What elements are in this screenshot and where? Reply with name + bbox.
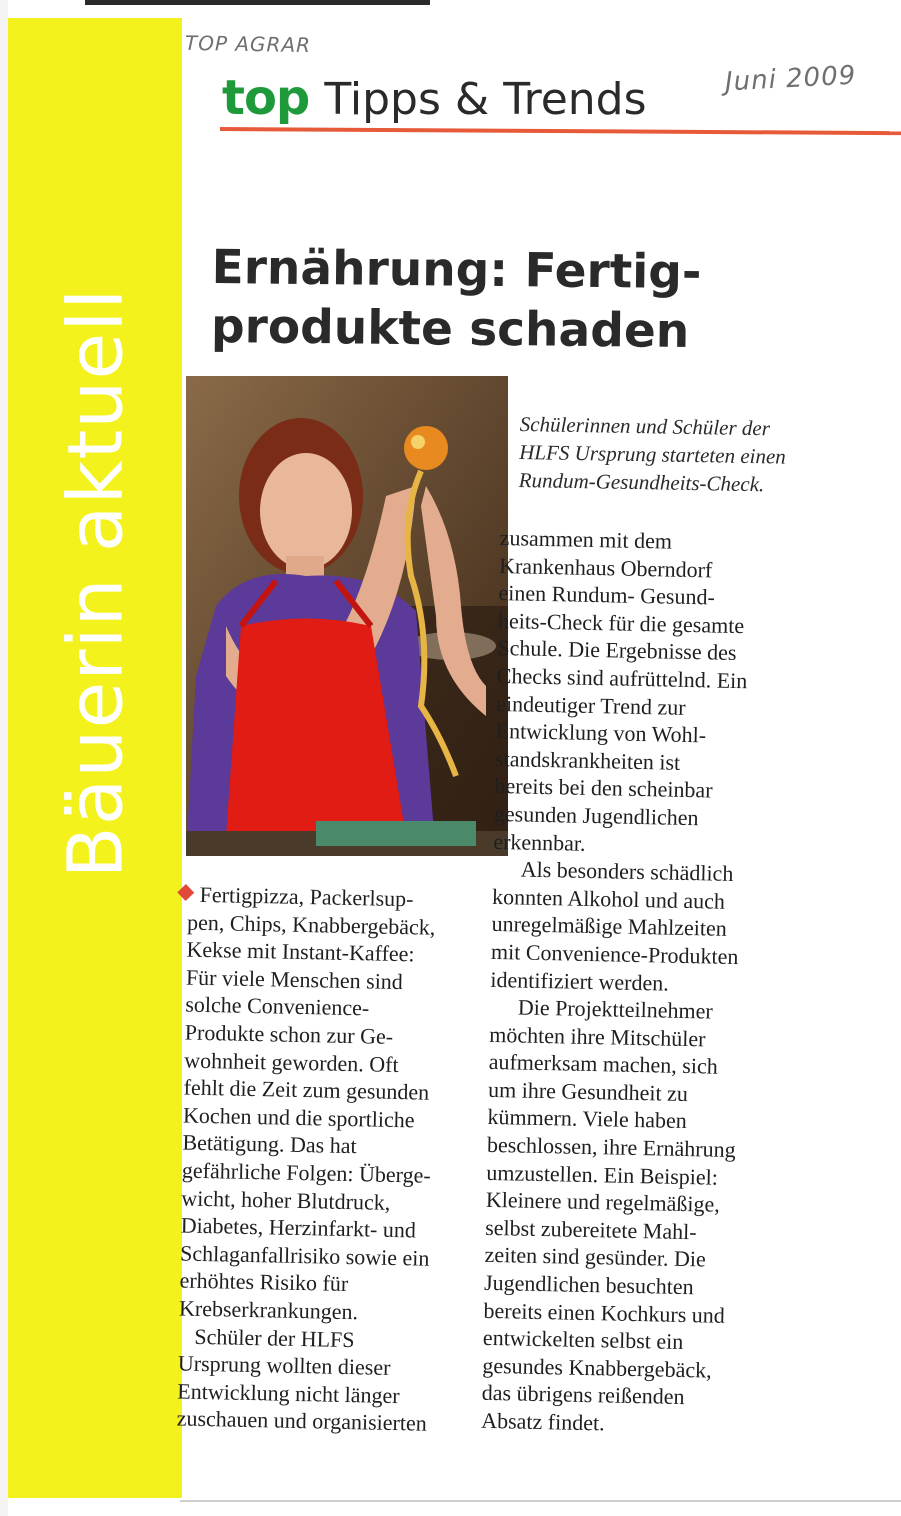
text-line: solche Convenience- xyxy=(185,991,370,1021)
text-line: Produkte schon zur Ge- xyxy=(184,1019,394,1049)
text-line: Krankenhaus Oberndorf xyxy=(498,552,713,583)
paragraph xyxy=(481,993,850,1442)
paragraph xyxy=(151,880,490,1328)
text-line: das übrigens reißenden xyxy=(481,1380,685,1410)
text-line: erhöhtes Risiko für xyxy=(179,1267,349,1297)
article-column-left xyxy=(148,880,489,1439)
paragraph xyxy=(490,855,853,1000)
text-line: konnten Alkohol und auch xyxy=(491,883,726,914)
text-line: wohnheit geworden. Oft xyxy=(183,1047,399,1077)
text-line: pen, Chips, Knabbergebäck, xyxy=(186,909,436,940)
text-line: Krebserkrankungen. xyxy=(178,1295,359,1325)
text-line: Jugendlichen besuchten xyxy=(483,1269,694,1300)
lead-line: HLFS Ursprung starteten einen xyxy=(519,439,787,469)
text-line: gesunden Jugendlichen xyxy=(493,800,699,831)
text-line: bereits einen Kochkurs und xyxy=(483,1297,726,1328)
text-line: aufmerksam machen, sich xyxy=(488,1049,719,1079)
paragraph xyxy=(493,524,860,863)
article-photo xyxy=(186,376,508,856)
text-line: Checks sind aufrüttelnd. Ein xyxy=(496,662,748,694)
text-line: mit Convenience-Produkten xyxy=(490,938,739,969)
text-line: standskrankheiten ist xyxy=(494,745,681,775)
text-line: um ihre Gesundheit zu xyxy=(487,1076,689,1106)
text-line: identifiziert werden. xyxy=(490,966,670,996)
text-line: fehlt die Zeit zum gesunden xyxy=(183,1074,430,1105)
text-line: unregelmäßige Mahlzeiten xyxy=(491,911,728,942)
text-line: möchten ihre Mitschüler xyxy=(489,1021,706,1052)
brand-logo: top xyxy=(222,70,310,126)
text-line: Schüler der HLFS xyxy=(194,1323,355,1352)
sidebar-label: Bäuerin aktuell xyxy=(50,287,140,879)
text-line: gefährliche Folgen: Überge- xyxy=(181,1157,431,1188)
text-line: Als besonders schädlich xyxy=(520,856,734,887)
headline-line-1: Ernährung: Fertig- xyxy=(211,239,702,301)
photo-illustration xyxy=(186,376,508,856)
page-bottom-edge xyxy=(180,1500,901,1502)
text-line: eindeutiger Trend zur xyxy=(495,690,686,720)
text-line: zuschauen und organisierten xyxy=(176,1405,428,1436)
text-line: umzustellen. Ein Beispiel: xyxy=(486,1159,719,1190)
article-headline xyxy=(211,238,772,362)
header-rule xyxy=(220,127,901,135)
text-line: zeiten sind gesünder. Die xyxy=(484,1242,707,1272)
text-line: Schule. Die Ergebnisse des xyxy=(497,635,737,666)
section-title: Tipps & Trends xyxy=(324,74,647,125)
diamond-bullet-icon xyxy=(177,884,194,901)
headline-line-2: produkte schaden xyxy=(210,298,690,360)
text-line: Schlaganfallrisiko sowie ein xyxy=(179,1240,430,1271)
text-line: Kochen und die sportliche xyxy=(182,1102,415,1133)
text-line: beschlossen, ihre Ernährung xyxy=(486,1131,736,1163)
text-line: bereits bei den scheinbar xyxy=(494,773,713,803)
paragraph xyxy=(148,1321,480,1438)
text-line: heits-Check für die gesamte xyxy=(497,607,745,638)
text-line: kümmern. Viele haben xyxy=(487,1104,688,1134)
text-line: Diabetes, Herzinfarkt- und xyxy=(180,1212,417,1243)
text-line: Ursprung wollten dieser xyxy=(177,1350,391,1381)
lead-line: Schülerinnen und Schüler der xyxy=(519,411,771,441)
section-header xyxy=(222,70,647,126)
text-line: Die Projektteilnehmer xyxy=(517,994,713,1024)
text-line: entwickelten selbst ein xyxy=(482,1325,684,1355)
article-lead xyxy=(519,410,885,500)
text-line: wicht, hoher Blutdruck, xyxy=(181,1185,391,1215)
article-column-right xyxy=(481,524,860,1442)
text-line: Kekse mit Instant-Kaffee: xyxy=(186,936,415,967)
text-line: Absatz findet. xyxy=(480,1407,605,1436)
text-line: Kleinere und regelmäßige, xyxy=(485,1187,721,1217)
text-line: Für viele Menschen sind xyxy=(185,964,404,994)
text-line: Entwicklung von Wohl- xyxy=(495,718,707,748)
text-line: einen Rundum- Gesund- xyxy=(498,580,716,610)
handwritten-source-note: TOP AGRAR xyxy=(184,30,312,58)
scan-left-edge xyxy=(0,0,8,1516)
text-line: gesundes Knabbergebäck, xyxy=(482,1352,712,1383)
text-line: Entwicklung nicht länger xyxy=(177,1378,400,1408)
text-line: Betätigung. Das hat xyxy=(182,1129,357,1159)
text-line: selbst zubereitete Mahl- xyxy=(485,1214,697,1245)
text-line: erkennbar. xyxy=(493,828,586,856)
handwritten-date-note: Juni 2009 xyxy=(724,60,857,98)
scan-top-strip xyxy=(85,0,430,5)
lead-line: Rundum-Gesundheits-Check. xyxy=(518,467,765,497)
text-line: zusammen mit dem xyxy=(499,524,673,554)
text-line: Fertigpizza, Packerlsup- xyxy=(199,881,414,912)
